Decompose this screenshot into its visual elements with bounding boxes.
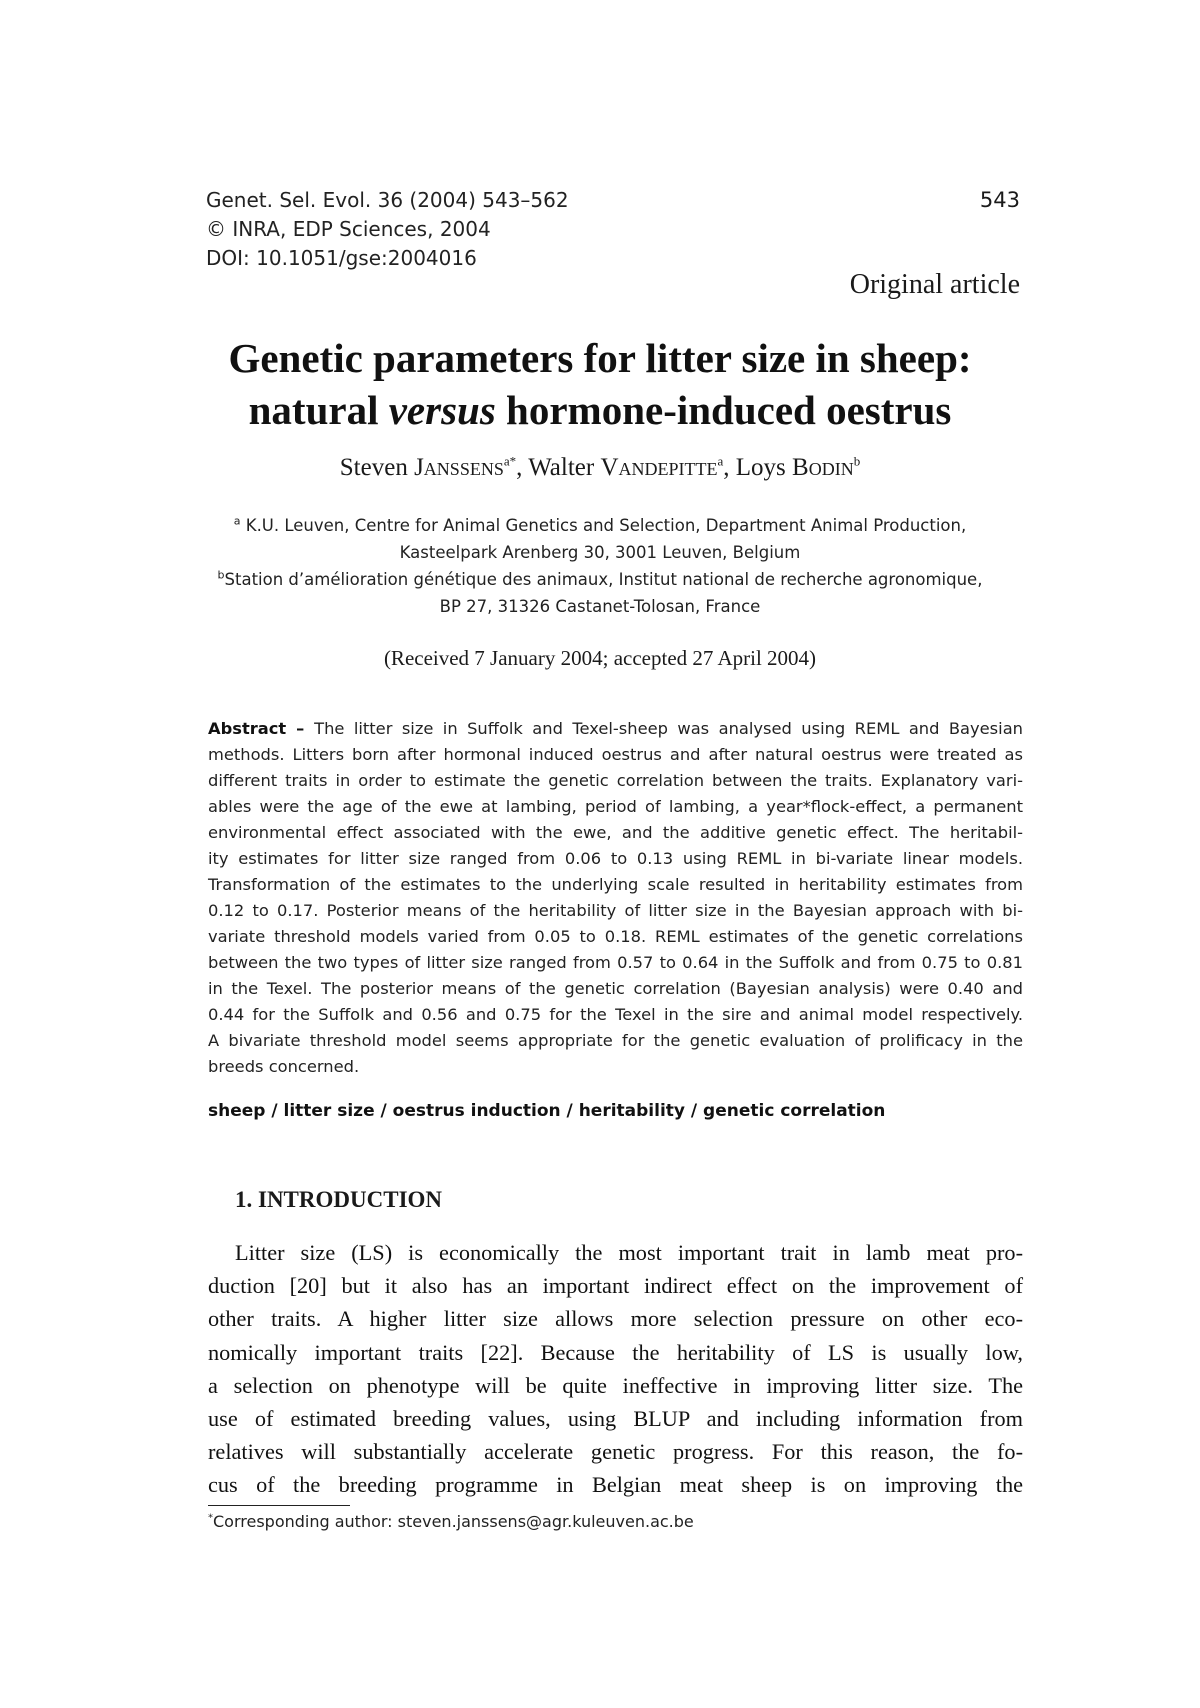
affiliation-text: Station d’amélioration génétique des animaux, Institut national de recherche agronomique,: [224, 570, 983, 589]
introduction-body: [208, 1236, 1023, 1502]
affiliation-a-line-2: Kasteelpark Arenberg 30, 3001 Leuven, Belgium: [399, 543, 801, 562]
journal-header: [206, 186, 569, 273]
abstract-line: environmental effect associated with the ewe, and the additive genetic effect. The heritabil-: [208, 823, 1023, 842]
abstract-line: different traits in order to estimate the genetic correlation between the traits. Explanatory vari-: [208, 771, 1023, 790]
affiliation-a-line-1: [150, 512, 1050, 539]
affiliation-text: K.U. Leuven, Centre for Animal Genetics and Selection, Department Animal Production,: [240, 516, 967, 535]
author-affiliation-mark: a: [717, 453, 724, 469]
body-line: a selection on phenotype will be quite ineffective in improving litter size. The: [208, 1372, 1023, 1398]
abstract-line: A bivariate threshold model seems appropriate for the genetic evaluation of prolificacy in the: [208, 1031, 1023, 1050]
body-line: relatives will substantially accelerate genetic progress. For this reason, the fo-: [208, 1439, 1023, 1465]
body-line: duction [20] but it also has an important indirect effect on the improvement of: [208, 1273, 1023, 1299]
abstract-label: Abstract –: [208, 719, 315, 738]
title-line-1: Genetic parameters for litter size in sheep:: [228, 335, 972, 381]
abstract-line: 0.44 for the Suffolk and 0.56 and 0.75 for the Texel in the sire and animal model respectively.: [208, 1005, 1023, 1024]
page-number: 543: [979, 188, 1020, 212]
title-text: natural: [248, 387, 389, 433]
author-3: [736, 454, 860, 481]
author-last-name: Janssens: [414, 454, 504, 481]
copyright-line: © INRA, EDP Sciences, 2004: [206, 217, 491, 241]
author-2: [528, 454, 736, 481]
author-list: [150, 452, 1050, 484]
footnote-mark: *: [208, 1512, 213, 1524]
section-heading: 1. INTRODUCTION: [235, 1187, 443, 1212]
author-first-name: Loys: [735, 454, 793, 481]
author-last-name: Bodin: [792, 454, 854, 481]
affiliation-b-line-1: [150, 566, 1050, 593]
affiliation-b-line-2: BP 27, 31326 Castanet-Tolosan, France: [439, 597, 761, 616]
footnote: [208, 1510, 694, 1534]
received-dates: (Received 7 January 2004; accepted 27 April 2004): [383, 646, 817, 670]
abstract-line: breeds concerned.: [208, 1057, 360, 1076]
abstract-line: variate threshold models varied from 0.05 to 0.18. REML estimates of the genetic correlations: [208, 927, 1023, 946]
keywords: sheep / litter size / oestrus induction / heritability / genetic correlation: [208, 1101, 886, 1121]
author-last-name: Vandepitte: [600, 454, 718, 481]
abstract-line: Transformation of the estimates to the underlying scale resulted in heritability estimates from: [208, 875, 1023, 894]
abstract-line: ity estimates for litter size ranged from 0.06 to 0.13 using REML in bi-variate linear models.: [208, 849, 1023, 868]
author-first-name: Steven: [339, 454, 415, 481]
affiliation-mark: b: [217, 568, 225, 582]
doi-line: DOI: 10.1051/gse:2004016: [206, 246, 477, 270]
abstract-line: 0.12 to 0.17. Posterior means of the heritability of litter size in the Bayesian approach with bi-: [208, 901, 1023, 920]
abstract-text: The litter size in Suffolk and Texel-sheep was analysed using REML and Bayesian: [314, 719, 1023, 738]
body-line: use of estimated breeding values, using BLUP and including information from: [208, 1406, 1023, 1432]
abstract-line: [208, 716, 1023, 742]
footnote-divider: [208, 1505, 350, 1506]
author-first-name: Walter: [528, 454, 601, 481]
title-line-2: [150, 384, 1050, 436]
journal-citation: Genet. Sel. Evol. 36 (2004) 543–562: [206, 188, 569, 212]
author-separator: ,: [723, 454, 736, 481]
author-affiliation-mark: a*: [503, 453, 517, 469]
body-line: cus of the breeding programme in Belgian meat sheep is on improving the: [208, 1472, 1023, 1498]
title-italic: versus: [388, 387, 496, 433]
title-text: hormone-induced oestrus: [495, 387, 952, 433]
author-separator: ,: [516, 454, 529, 481]
abstract-line: methods. Litters born after hormonal induced oestrus and after natural oestrus were treated as: [208, 745, 1023, 764]
article-type: Original article: [849, 269, 1020, 300]
abstract-line: in the Texel. The posterior means of the genetic correlation (Bayesian analysis) were 0.40 and: [208, 979, 1023, 998]
body-line: other traits. A higher litter size allows more selection pressure on other eco-: [208, 1306, 1023, 1332]
affiliations: [150, 512, 1050, 620]
footnote-text: Corresponding author: steven.janssens@agr.kuleuven.ac.be: [213, 1512, 694, 1531]
author-affiliation-mark: b: [853, 453, 861, 469]
abstract: [208, 716, 1023, 1080]
body-line: Litter size (LS) is economically the most important trait in lamb meat pro-: [235, 1240, 1023, 1265]
body-line: nomically important traits [22]. Because the heritability of LS is usually low,: [208, 1339, 1023, 1365]
abstract-line: ables were the age of the ewe at lambing, period of lambing, a year*flock-effect, a permanent: [208, 797, 1023, 816]
abstract-line: between the two types of litter size ranged from 0.57 to 0.64 in the Suffolk and from 0.75 to 0.81: [208, 953, 1023, 972]
author-1: [340, 454, 528, 481]
article-title: [150, 332, 1050, 436]
affiliation-mark: a: [233, 514, 241, 528]
